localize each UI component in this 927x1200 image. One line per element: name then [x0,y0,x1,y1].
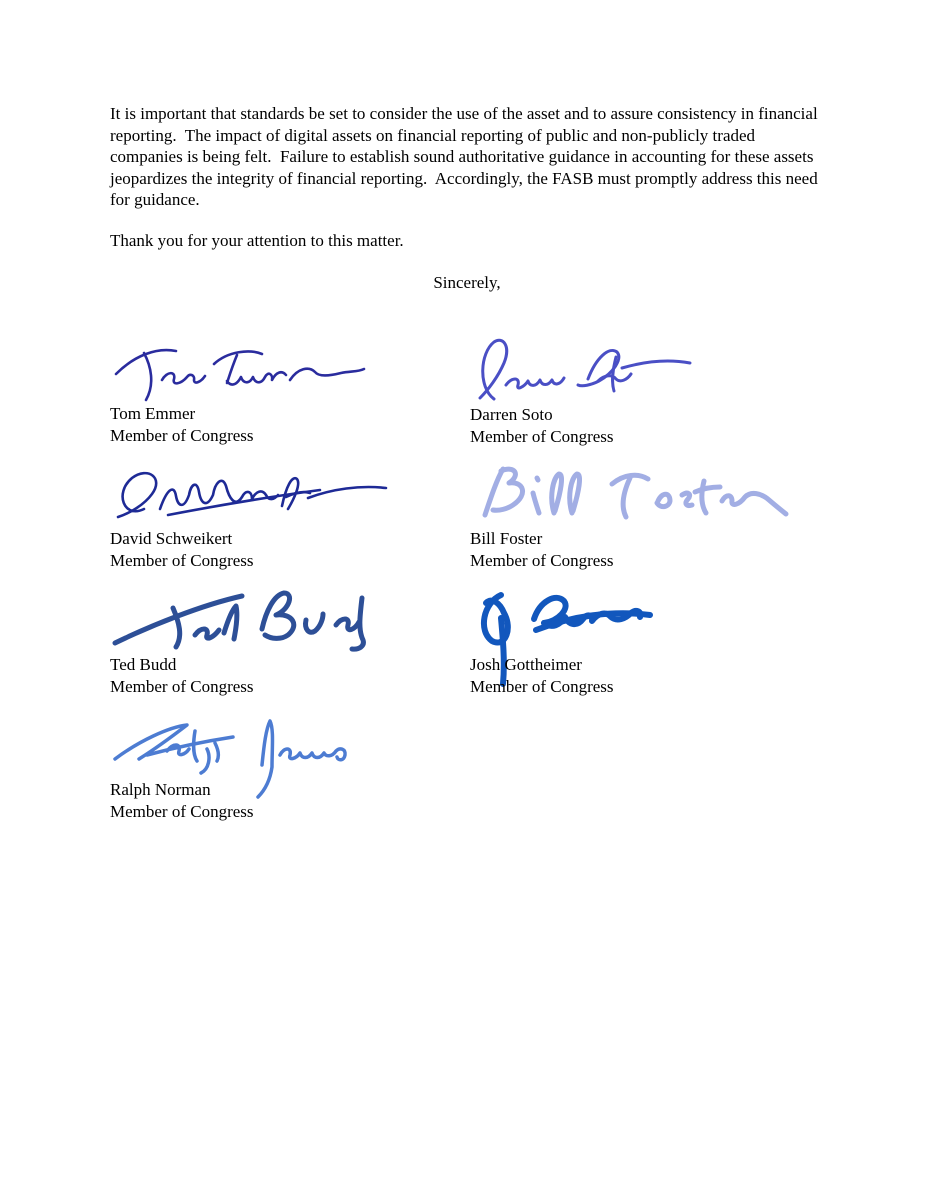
signer-name: Bill Foster [470,529,543,548]
signer-title: Member of Congress [110,425,254,445]
letter-body-paragraph: It is important that standards be set to consider the use of the asset and to assure consistency in financial reporting. The impact of digital assets on financial reporting of public and non-publicly traded companies is being felt. Failure to establish sound authoritative guidance in accounting for these assets jeopardizes the integrity of financial reporting. Accordingly, the FASB must promptly address this need for guidance. [110,104,822,210]
signer-title: Member of Congress [110,676,254,696]
signature-tom-emmer [110,340,370,400]
signature-block-josh-gottheimer [470,586,670,697]
signature-block-ted-budd [110,585,385,697]
signer-title: Member of Congress [470,676,614,696]
signer-title: Member of Congress [110,550,254,570]
signature-josh-gottheimer [470,586,670,650]
signer-name: Darren Soto [470,405,553,424]
signature-block-tom-emmer [110,340,370,446]
signer-title: Member of Congress [470,550,614,570]
signature-ralph-norman [110,714,355,776]
salutation: Sincerely, [433,273,501,292]
signer-name: Josh Gottheimer [470,655,582,674]
signature-block-ralph-norman [110,714,355,822]
signer-title: Member of Congress [110,801,254,821]
signature-darren-soto [470,337,695,401]
signer-title: Member of Congress [470,426,614,446]
signer-name: David Schweikert [110,529,233,548]
signature-david-schweikert [110,465,390,523]
signature-bill-foster [470,463,790,523]
signer-name: Ted Budd [110,655,177,674]
signature-block-darren-soto [470,337,695,447]
closing-line: Thank you for your attention to this matter. [110,231,404,250]
signer-name: Ralph Norman [110,780,211,799]
signature-block-bill-foster [470,463,790,571]
signer-name: Tom Emmer [110,404,196,423]
signature-block-david-schweikert [110,465,390,571]
signature-ted-budd [110,585,385,651]
